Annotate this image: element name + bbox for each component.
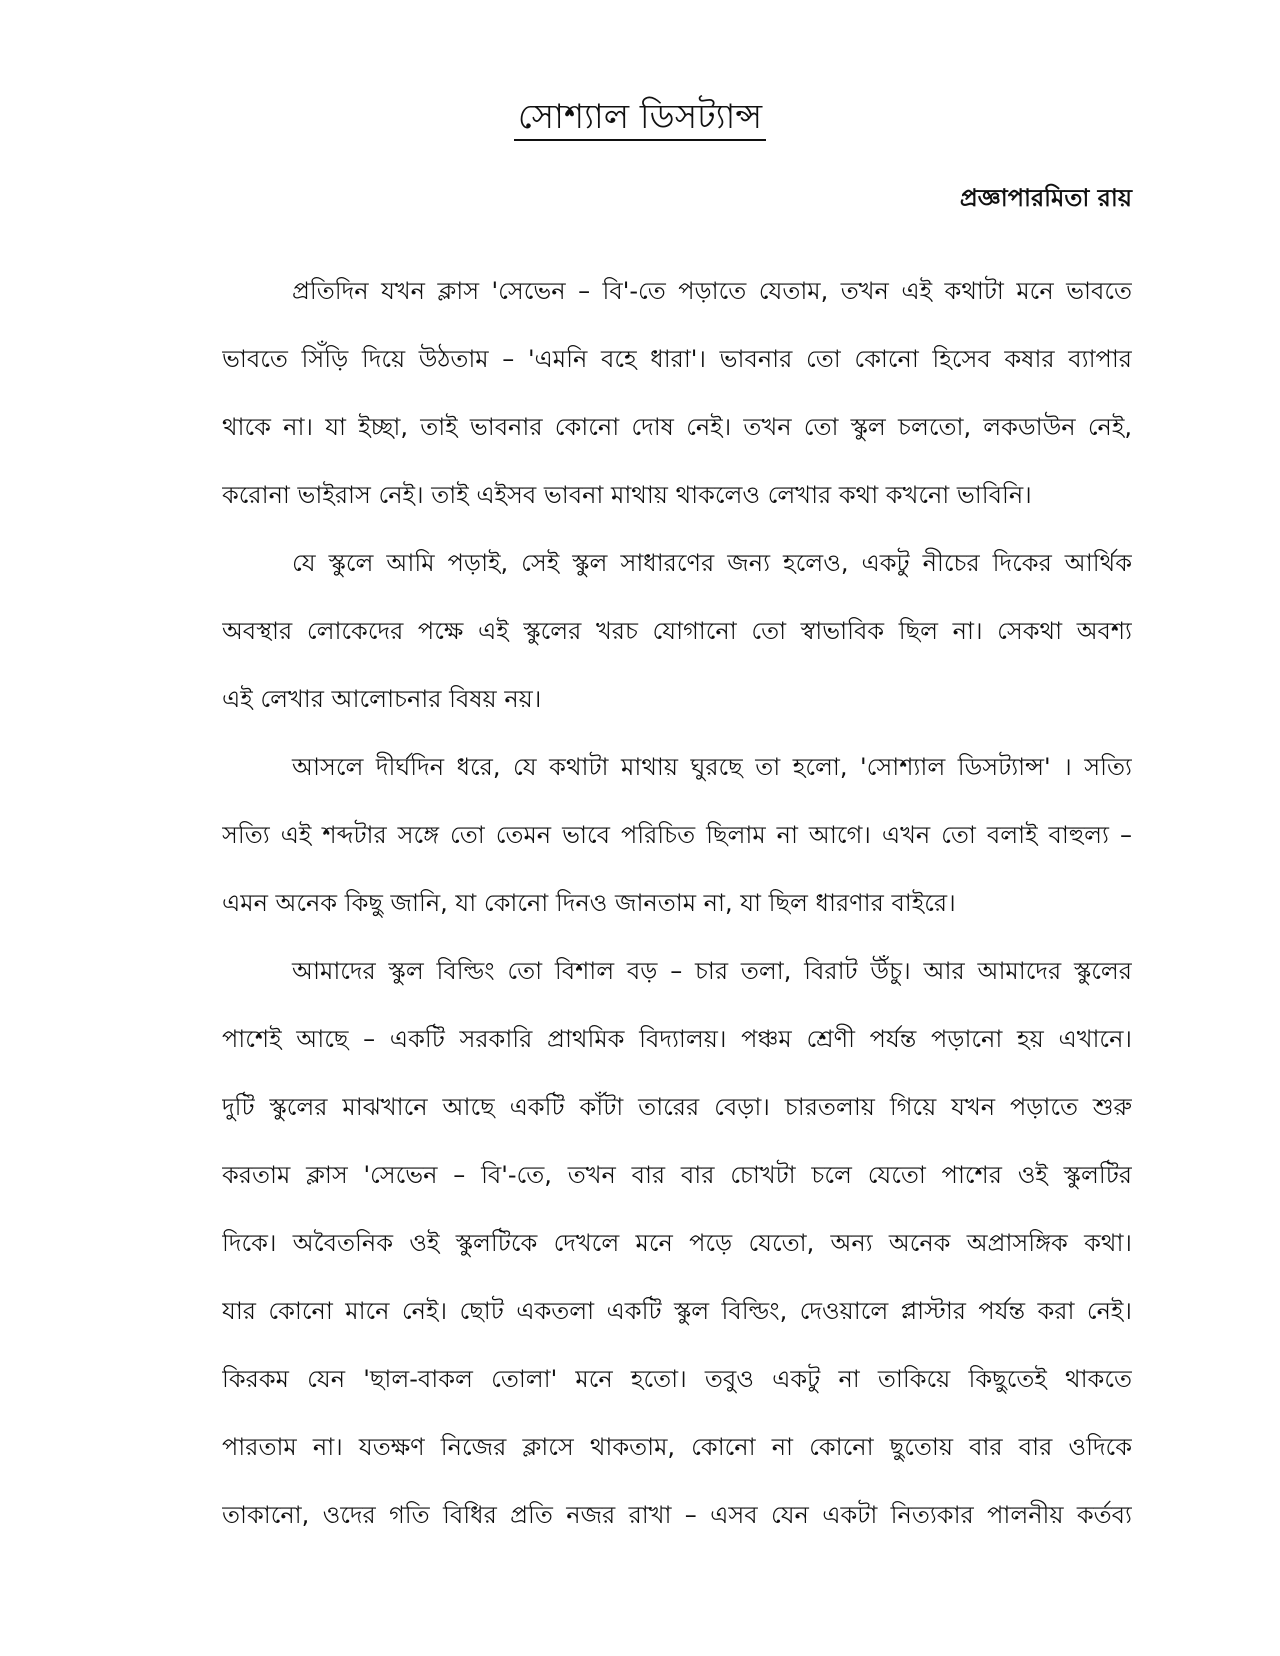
paragraph-3-line-2: সত্যি এই শব্দটার সঙ্গে তো তেমন ভাবে পরিচিত ছিলাম না আগে। এখন তো বলাই বাহুল্য – <box>222 821 1132 849</box>
paragraph-3-line-1: আসলে দীর্ঘদিন ধরে, যে কথাটা মাথায় ঘুরছে তা হলো, 'সোশ্যাল ডিসট্যান্স' । সত্যি <box>292 753 1132 781</box>
paragraph-4-line-5: দিকে। অবৈতনিক ওই স্কুলটিকে দেখলে মনে পড়ে যেতো, অন্য অনেক অপ্রাসঙ্গিক কথা। <box>222 1229 1132 1257</box>
paragraph-1-line-4: করোনা ভাইরাস নেই। তাই এইসব ভাবনা মাথায় থাকলেও লেখার কথা কখনো ভাবিনি। <box>222 481 1032 509</box>
paragraph-4-line-3: দুটি স্কুলের মাঝখানে আছে একটি কাঁটা তারের বেড়া। চারতলায় গিয়ে যখন পড়াতে শুরু <box>222 1093 1132 1121</box>
author-name: প্রজ্ঞাপারমিতা রায় <box>959 184 1132 212</box>
paragraph-2-line-2: অবস্থার লোকেদের পক্ষে এই স্কুলের খরচ যোগানো তো স্বাভাবিক ছিল না। সেকথা অবশ্য <box>222 617 1132 645</box>
paragraph-2-line-3: এই লেখার আলোচনার বিষয় নয়। <box>222 685 542 713</box>
paragraph-1-line-2: ভাবতে সিঁড়ি দিয়ে উঠতাম – 'এমনি বহে ধারা'। ভাবনার তো কোনো হিসেব কষার ব্যাপার <box>222 345 1132 373</box>
document-title <box>0 92 1280 142</box>
paragraph-4-line-8: পারতাম না। যতক্ষণ নিজের ক্লাসে থাকতাম, কোনো না কোনো ছুতোয় বার বার ওদিকে <box>222 1433 1132 1461</box>
paragraph-4-line-4: করতাম ক্লাস 'সেভেন – বি'-তে, তখন বার বার চোখটা চলে যেতো পাশের ওই স্কুলটির <box>222 1161 1132 1189</box>
paragraph-4-line-2: পাশেই আছে – একটি সরকারি প্রাথমিক বিদ্যালয়। পঞ্চম শ্রেণী পর্যন্ত পড়ানো হয় এখানে। <box>222 1025 1132 1053</box>
paragraph-1-line-1: প্রতিদিন যখন ক্লাস 'সেভেন – বি'-তে পড়াতে যেতাম, তখন এই কথাটা মনে ভাবতে <box>292 277 1132 305</box>
paragraph-3-line-3: এমন অনেক কিছু জানি, যা কোনো দিনও জানতাম না, যা ছিল ধারণার বাইরে। <box>222 889 956 917</box>
paragraph-4-line-6: যার কোনো মানে নেই। ছোট একতলা একটি স্কুল বিল্ডিং, দেওয়ালে প্লাস্টার পর্যন্ত করা নেই। <box>222 1297 1132 1325</box>
document-body <box>222 266 1132 1558</box>
paragraph-4-line-9: তাকানো, ওদের গতি বিধির প্রতি নজর রাখা – এসব যেন একটা নিত্যকার পালনীয় কর্তব্য <box>222 1501 1132 1529</box>
document-title-text: সোশ্যাল ডিসট্যান্স <box>514 95 766 141</box>
paragraph-4-line-1: আমাদের স্কুল বিল্ডিং তো বিশাল বড় – চার তলা, বিরাট উঁচু। আর আমাদের স্কুলের <box>292 957 1132 985</box>
paragraph-4-line-7: কিরকম যেন 'ছাল-বাকল তোলা' মনে হতো। তবুও একটু না তাকিয়ে কিছুতেই থাকতে <box>222 1365 1132 1393</box>
paragraph-2-line-1: যে স্কুলে আমি পড়াই, সেই স্কুল সাধারণের জন্য হলেও, একটু নীচের দিকের আর্থিক <box>292 549 1132 577</box>
paragraph-1-line-3: থাকে না। যা ইচ্ছা, তাই ভাবনার কোনো দোষ নেই। তখন তো স্কুল চলতো, লকডাউন নেই, <box>222 413 1132 441</box>
